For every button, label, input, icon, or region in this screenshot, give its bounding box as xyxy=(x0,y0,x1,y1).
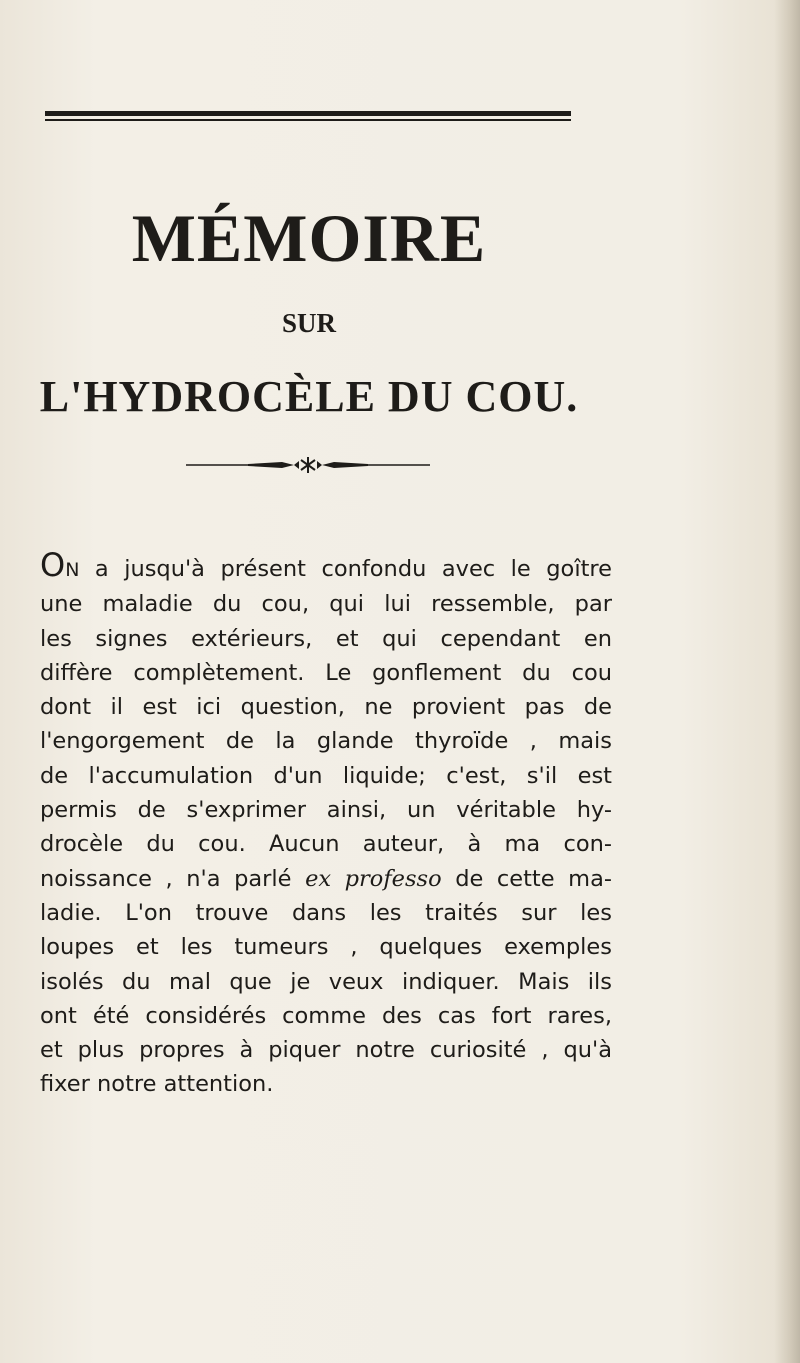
text-line-2: une maladie du cou, qui lui ressemble, par xyxy=(40,591,612,618)
text-line-3: les signes extérieurs, et qui cependant en xyxy=(40,625,612,652)
text-line-15: et plus propres à piquer notre curiosité , qu'à xyxy=(40,1037,612,1064)
text-line-16: fixer notre attention. xyxy=(40,1071,274,1098)
header-double-rule xyxy=(45,111,571,121)
text-line-1 xyxy=(40,548,612,587)
memoir-title: MÉMOIRE xyxy=(131,200,487,276)
text-line-10 xyxy=(40,862,612,896)
text-line-7: de l'accumulation d'un liquide; c'est, s'il est xyxy=(40,762,612,789)
text-line-14: ont été considérés comme des cas fort rares, xyxy=(40,1002,612,1029)
italic-phrase: ex professo xyxy=(305,865,442,892)
line-1-text: a jusqu'à présent confondu avec le goître xyxy=(79,556,612,582)
line-10-tail: de cette ma- xyxy=(455,865,612,892)
header-rule-thick xyxy=(45,111,571,116)
text-line-13: isolés du mal que je veux indiquer. Mais ils xyxy=(40,968,612,995)
drop-cap-rest: N xyxy=(65,559,80,581)
text-line-8: permis de s'exprimer ainsi, un véritable hy- xyxy=(40,797,612,824)
text-line-12: loupes et les tumeurs , quelques exemples xyxy=(40,934,612,961)
body-paragraph xyxy=(40,548,612,1102)
header-rule-thin xyxy=(45,119,571,121)
text-line-6: l'engorgement de la glande thyroïde , mais xyxy=(40,728,612,755)
title-connector: SUR xyxy=(281,308,336,338)
memoir-subtitle: L'HYDROCÈLE DU COU. xyxy=(39,372,579,421)
text-line-5: dont il est ici question, ne provient pas de xyxy=(40,694,612,721)
line-10-start: noissance , n'a parlé xyxy=(40,865,292,892)
drop-cap: O xyxy=(40,546,66,584)
text-line-11: ladie. L'on trouve dans les traités sur les xyxy=(40,899,612,926)
page-edge-shadow xyxy=(774,0,800,1363)
ornament-divider-icon xyxy=(186,454,430,476)
text-line-9: drocèle du cou. Aucun auteur, à ma con- xyxy=(40,831,612,858)
text-line-4: diffère complètement. Le gonflement du cou xyxy=(40,659,612,686)
